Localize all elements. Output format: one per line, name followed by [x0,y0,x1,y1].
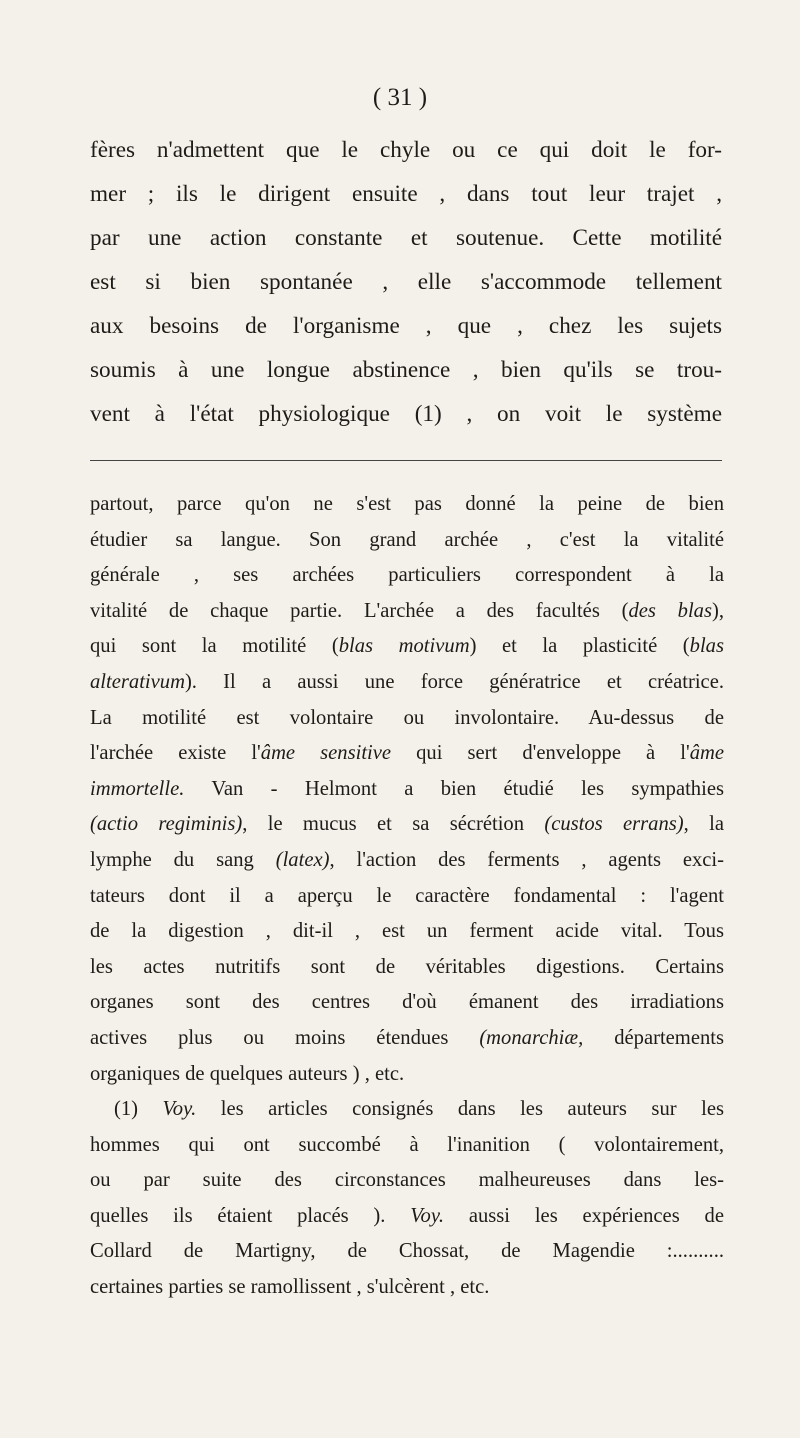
text-line: fères n'admettent que le chyle ou ce qui doit le for- [90,137,722,163]
footnote-line: (1) Voy. les articles consignés dans les auteurs sur les [114,1098,724,1121]
footnote-line: alterativum). Il a aussi une force génératrice et créatrice. [90,670,724,693]
italic-term: (monarchiæ, [479,1026,584,1049]
text-line: vent à l'état physiologique (1) , on voit le système [90,401,722,427]
italic-term: Voy. [162,1098,197,1121]
text-line: mer ; ils le dirigent ensuite , dans tout leur trajet , [90,181,722,207]
footnote-line: les actes nutritifs sont de véritables digestions. Certains [90,955,724,978]
footnote-line: certaines parties se ramollissent , s'ulcèrent , etc. [90,1276,490,1299]
italic-term: âme [689,742,724,765]
text-line: aux besoins de l'organisme , que , chez les sujets [90,313,722,339]
footnote-separator [90,460,722,461]
italic-term: (actio regiminis) [90,813,243,836]
footnote-line: (actio regiminis), le mucus et sa sécrétion (custos errans), la [90,813,724,836]
footnotes [90,487,724,1306]
footnote-line: hommes qui ont succombé à l'inanition ( volontairement, [90,1133,724,1156]
italic-term: des blas [628,599,712,622]
italic-term: Voy. [410,1204,444,1227]
italic-term: âme sensitive [260,742,392,765]
footnote-line: immortelle. Van - Helmont a bien étudié les sympathies [90,777,724,800]
footnote-1 [90,1092,724,1306]
footnote-line: tateurs dont il a aperçu le caractère fondamental : l'agent [90,884,724,907]
italic-term: blas motivum [338,635,470,658]
italic-term: (latex) [275,848,330,871]
footnote-line: étudier sa langue. Son grand archée , c'est la vitalité [90,528,724,551]
page-number: ( 31 ) [372,84,428,111]
footnote-line: générale , ses archées particuliers correspondent à la [90,564,724,587]
footnote-line: ou par suite des circonstances malheureuses dans les- [90,1169,724,1192]
italic-term: blas [689,635,724,658]
footnote-line: Collard de Martigny, de Chossat, de Magendie :.......... [90,1240,724,1263]
footnote-line: partout, parce qu'on ne s'est pas donné la peine de bien [90,493,724,515]
footnote-continuation [90,487,724,1092]
main-text [90,128,722,436]
footnote-line: quelles ils étaient placés ). Voy. aussi les expériences de [90,1204,724,1227]
italic-term: alterativum [90,670,185,693]
footnote-line: l'archée existe l'âme sensitive qui sert d'enveloppe à l'âme [90,742,724,765]
text-line: est si bien spontanée , elle s'accommode tellement [90,269,722,295]
footnote-line: de la digestion , dit-il , est un ferment acide vital. Tous [90,920,724,943]
footnote-line: organes sont des centres d'où émanent des irradiations [90,991,724,1014]
footnote-marker: (1) [114,1098,163,1121]
footnote-line: vitalité de chaque partie. L'archée a des facultés (des blas), [90,599,724,622]
text-line: par une action constante et soutenue. Cette motilité [90,225,722,251]
italic-term: (custos errans) [544,813,684,836]
footnote-line: lymphe du sang (latex), l'action des ferments , agents exci- [90,848,724,871]
footnote-line: La motilité est volontaire ou involontaire. Au-dessus de [90,706,724,729]
footnote-line: actives plus ou moins étendues (monarchiæ, départements [90,1026,724,1049]
footnote-line: qui sont la motilité (blas motivum) et la plasticité (blas [90,635,724,658]
italic-term: immortelle. [90,777,185,800]
footnote-line: organiques de quelques auteurs ) , etc. [90,1062,405,1085]
text-line: soumis à une longue abstinence , bien qu'ils se trou- [90,357,722,383]
